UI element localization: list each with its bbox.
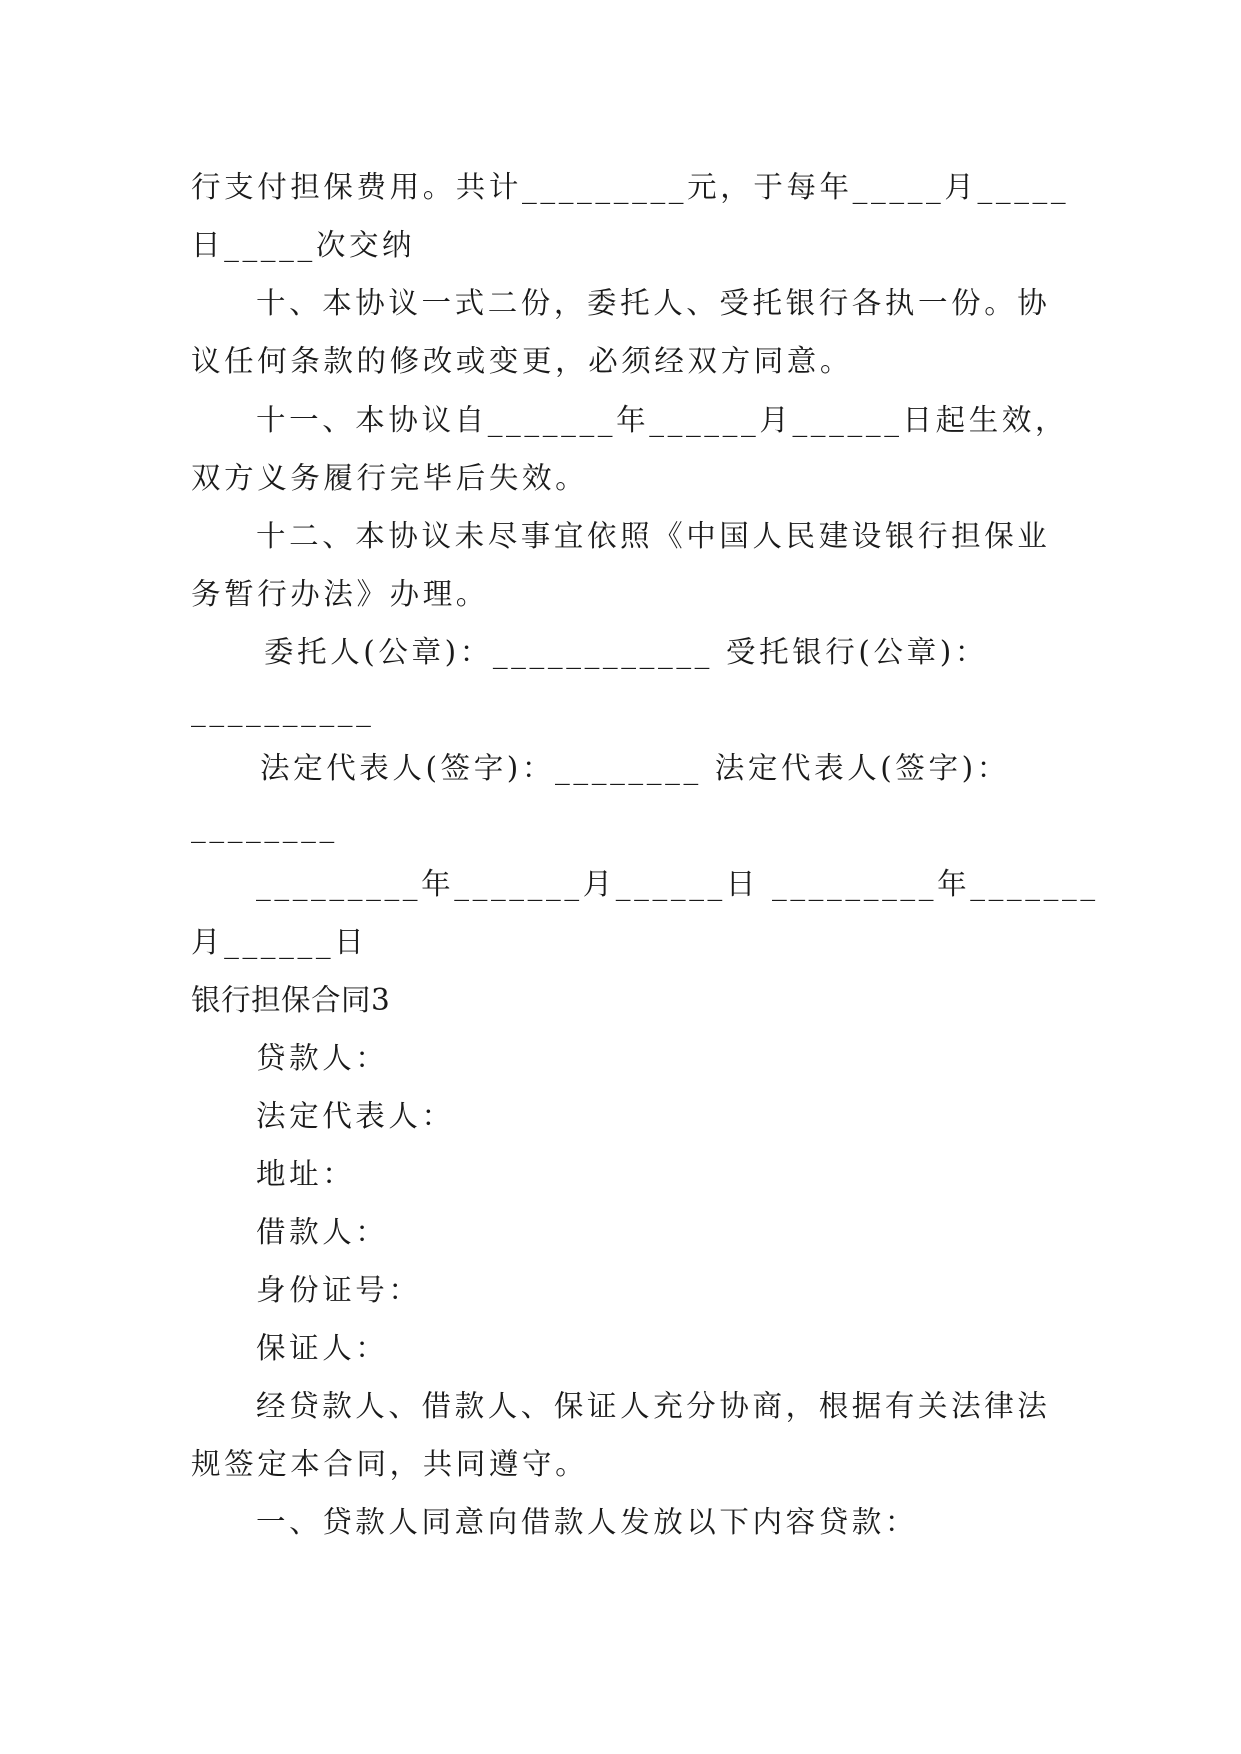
date-line: 月______日 xyxy=(191,925,368,959)
text-line: 十二、本协议未尽事宜依照《中国人民建设银行担保业 xyxy=(256,519,1051,553)
text-line: 议任何条款的修改或变更，必须经双方同意。 xyxy=(191,344,854,378)
text-line: 务暂行办法》办理。 xyxy=(191,577,489,611)
field-label: 地址： xyxy=(256,1157,356,1191)
field-label: 法定代表人： xyxy=(256,1099,455,1133)
text-line: 一、贷款人同意向借款人发放以下内容贷款： xyxy=(256,1505,919,1539)
text-line: 经贷款人、借款人、保证人充分协商，根据有关法律法 xyxy=(256,1389,1051,1423)
signature-blank: __________ xyxy=(191,693,375,727)
field-label: 借款人： xyxy=(256,1215,389,1249)
text-line: 双方义务履行完毕后失效。 xyxy=(191,461,589,495)
text-line: 十一、本协议自_______年______月______日起生效， xyxy=(256,403,1069,437)
text-line: 日_____次交纳 xyxy=(191,228,416,262)
signature-line: 法定代表人(签字)：________ 法定代表人(签字)： xyxy=(260,751,1010,785)
field-label: 贷款人： xyxy=(256,1041,389,1075)
text-line: 十、本协议一式二份，委托人、受托银行各执一份。协 xyxy=(256,286,1051,320)
text-line: 规签定本合同，共同遵守。 xyxy=(191,1447,589,1481)
signature-blank: ________ xyxy=(191,809,338,843)
date-line: _________年_______月______日 _________年_______ xyxy=(256,867,1099,901)
signature-line: 委托人(公章)：____________ 受托银行(公章)： xyxy=(264,635,988,669)
field-label: 身份证号： xyxy=(256,1273,422,1307)
section-title: 银行担保合同3 xyxy=(191,983,391,1017)
field-label: 保证人： xyxy=(256,1331,389,1365)
text-line: 行支付担保费用。共计_________元，于每年_____月_____ xyxy=(191,170,1070,204)
